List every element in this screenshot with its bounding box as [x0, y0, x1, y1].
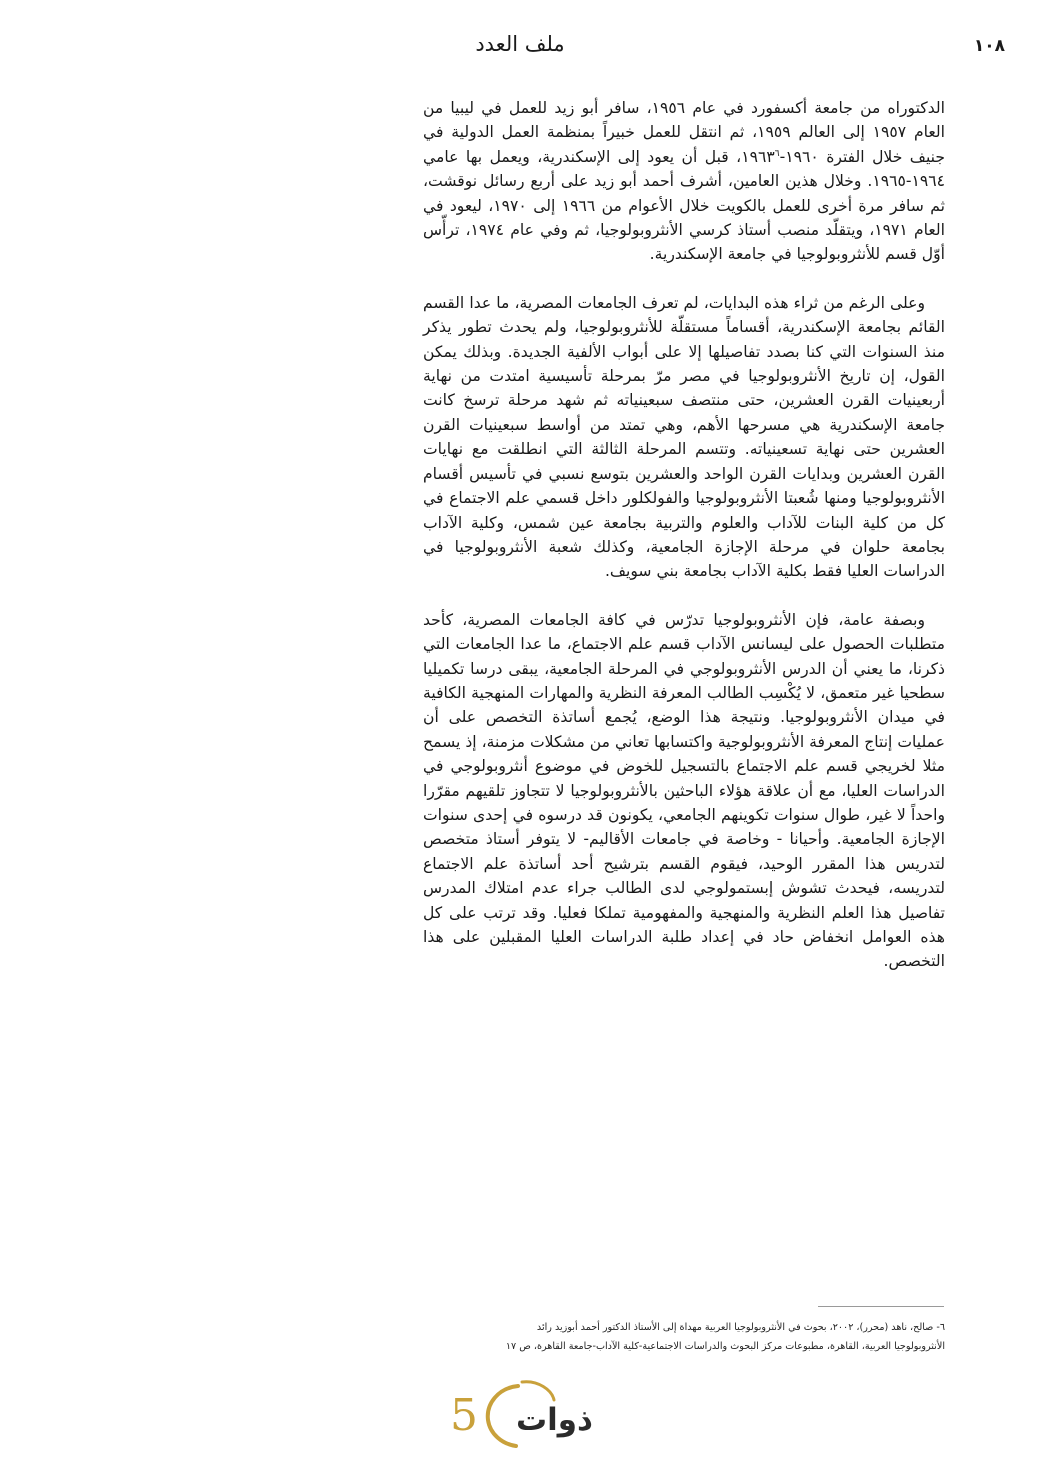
footnote-ref[interactable]: ٦: [774, 148, 780, 159]
logo-wordmark: ذوات: [516, 1402, 593, 1438]
page-number: ١٠٨: [973, 36, 1005, 56]
article-body: [423, 96, 945, 998]
paragraph: وعلى الرغم من ثراء هذه البدايات، لم تعرف الجامعات المصرية، ما عدا القسم القائم بجامعة الإسكندرية، أقساماً مستقلّة للأنثروبولوجيا، ولم يحدث تطور يذكر منذ السنوات التي كنا بصدد تفاصيلها إلا على أبواب الألفية الجديدة. وبذلك يمكن القول، إن تاريخ الأنثروبولوجيا في مصر مرّ بمرحلة تأسيسية امتدت من نهاية أربعينيات القرن العشرين، حتى منتصف سبعينياته ثم شهد مرحلة ترسخ كانت جامعة الإسكندرية هي مسرحها الأهم، وهي تمتد من أواسط سبعينيات القرن العشرين حتى نهاية تسعينياته. وتتسم المرحلة الثالثة التي انطلقت مع نهايات القرن العشرين وبدايات القرن الواحد والعشرين بتوسع نسبي في تأسيس أقسام الأنثروبولوجيا ومنها شُعبتا الأنثروبولوجيا والفولكلور داخل قسمي علم الاجتماع في كل من كلية البنات للآداب والعلوم والتربية بجامعة عين شمس، وكلية الآداب بجامعة حلوان في مرحلة الإجازة الجامعية، وكذلك شعبة الأنثروبولوجيا في الدراسات العليا فقط بكلية الآداب بجامعة بني سويف.: [423, 293, 945, 581]
logo-number: 5: [450, 1390, 478, 1441]
footnote-line: ٦- صالح، ناهد (محرر)، ٢٠٠٢، بحوث في الأنثروبولوجيا العربية مهداة إلى الأستاذ الدكتور أحمد أبوزيد رائد: [536, 1322, 945, 1333]
paragraph: وبصفة عامة، فإن الأنثروبولوجيا تدرّس في كافة الجامعات المصرية، كأحد متطلبات الحصول على ليسانس الآداب قسم علم الاجتماع، ما عدا الجامعات التي ذكرنا، ما يعني أن الدرس الأنثروبولوجي في المرحلة الجامعية، يبقى درسا تكميليا سطحيا غير متعمق، لا يُكْسِب الطالب المعرفة النظرية والمهارات المنهجية الكافية في ميدان الأنثروبولوجيا. ونتيجة هذا الوضع، يُجمع أساتذة التخصص على أن عمليات إنتاج المعرفة الأنثروبولوجية واكتسابها تعاني من مشكلات مزمنة، إذ يسمح مثلا لخريجي قسم علم الاجتماع بالتسجيل للخوض في موضوع أنثروبولوجي في الدراسات العليا، مع أن علاقة هؤلاء الباحثين بالأنثروبولوجيا لا تتجاوز تلقيهم مقرّرا واحداً لا غير، طوال سنوات تكوينهم الجامعي، يكونون قد درسوه في إحدى سنوات الإجازة الجامعية. وأحيانا - وخاصة في جامعات الأقاليم- لا يتوفر أستاذ متخصص لتدريس هذا المقرر الوحيد، فيقوم القسم بترشيح أحد أساتذة علم الاجتماع لتدريسه، فيحدث تشوش إبستمولوجي لدى الطالب جراء عدم امتلاك المدرس تفاصيل هذا العلم النظرية والمنهجية والمفهومية تملكا فعليا. وقد ترتب على كل هذه العوامل انخفاض حاد في إعداد طلبة الدراسات العليا المقبلين على هذا التخصص.: [423, 610, 945, 971]
publisher-logo: [450, 1380, 610, 1450]
footnote-line: الأنثروبولوجيا العربية، القاهرة، مطبوعات مركز البحوث والدراسات الاجتماعية-كلية الآداب-جامعة القاهرة، ص ١٧: [505, 1341, 945, 1352]
paragraph-text: الدكتوراه من جامعة أكسفورد في عام ١٩٥٦، سافر أبو زيد للعمل في ليبيا من العام ١٩٥٧ إلى العالم ١٩٥٩، ثم انتقل للعمل خبيراً بمنظمة العمل الدولية في جنيف خلال الفترة ١٩٦٠-١٩٦٣: [423, 99, 945, 166]
section-title: ملف العدد: [475, 32, 565, 56]
paragraph: [423, 96, 945, 267]
footnote-divider: [818, 1306, 944, 1307]
paragraph-text-continued: ، قبل أن يعود إلى الإسكندرية، ويعمل بها عامي ١٩٦٤-١٩٦٥. وخلال هذين العامين، أشرف أحمد أبو زيد على أربع رسائل نوقشت، ثم سافر مرة أخرى للعمل بالكويت خلال الأعوام من ١٩٦٦ إلى ١٩٧٠، ليعود في العام ١٩٧١، ويتقلّد منصب أستاذ كرسي الأنثروبولوجيا، ثم وفي عام ١٩٧٤، ترأّس أوّل قسم للأنثروبولوجيا في جامعة الإسكندرية.: [423, 147, 945, 264]
footnotes: [400, 1318, 945, 1356]
